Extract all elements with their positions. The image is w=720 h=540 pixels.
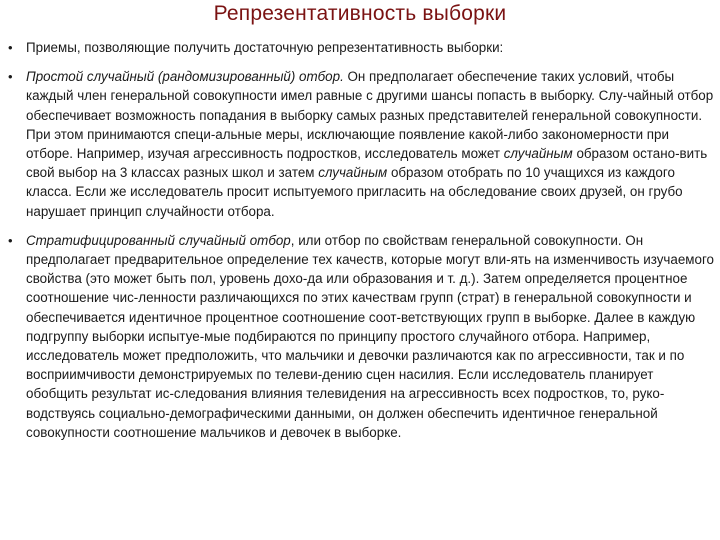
- emphasis-random-2: случайным: [318, 165, 388, 181]
- bullet-simple-random: [0, 67, 716, 221]
- simple-random-text-1: Он предполагает обеспечение таких условий, чтобы каждый член генеральной совокупности имел равные с другими шансы попасть в выборку. Слу-чайный отбор обеспечивает возможность попадания в выборку самых разных представителей генеральной совокупности. При этом принимаются специ-альные меры, исключающие появление какой-либо закономерности при отборе. Например, изучая агрессивность подростков, исследователь может: [26, 69, 714, 162]
- simple-random-text-2: образом остано-вить свой выбор на 3 классах разных школ и затем: [26, 146, 708, 181]
- bullet-intro-text: Приемы, позволяющие получить достаточную репрезентативность выборки:: [26, 40, 504, 55]
- simple-random-text-3: образом отобрать по 10 учащихся из каждого класса. Если же исследователь просит испытуемого пригласить на обследование своих друзей, он грубо нарушает принцип случайности отбора.: [26, 165, 683, 219]
- slide-title: Репрезентативность выборки: [213, 2, 507, 25]
- emphasis-random-1: случайным: [503, 146, 573, 162]
- term-stratified: Стратифицированный случайный отбор: [26, 232, 291, 248]
- bullet-dot: •: [8, 232, 13, 248]
- term-simple-random: Простой случайный (рандомизированный) отбор.: [26, 69, 344, 85]
- bullet-dot: •: [8, 69, 13, 85]
- stratified-text: , или отбор по свойствам генеральной совокупности. Он предполагает предварительное определение тех качеств, которые могут вли-ять на изменчивость изучаемого свойства (это может быть пол, уровень дохо-да или образования и т. д.). Затем определяется процентное соотношение чис-ленности различающихся по этих качествам групп (страт) в генеральной совокупности и обеспечивается идентичное процентное соотношение соот-ветствующих групп в выборке. Далее в каждую подгруппу выборки испытуе-мые подбираются по принципу простого случайного отбора. Например, исследователь может предположить, что мальчики и девочки различаются как по агрессивности, так и по восприимчивости демонстрируемых по телеви-дению сцен насилия. Если исследователь планирует обобщить результат ис-следования влияния телевидения на агрессивность всех подростков, то, руко-водствуясь социально-демографическими данными, он должен обеспечить идентичное генеральной совокупности соотношение мальчиков и девочек в выборке.: [26, 232, 714, 440]
- slide-content: [0, 38, 716, 442]
- bullet-intro: [0, 38, 716, 57]
- bullet-stratified: [0, 231, 716, 442]
- bullet-dot: •: [8, 40, 13, 55]
